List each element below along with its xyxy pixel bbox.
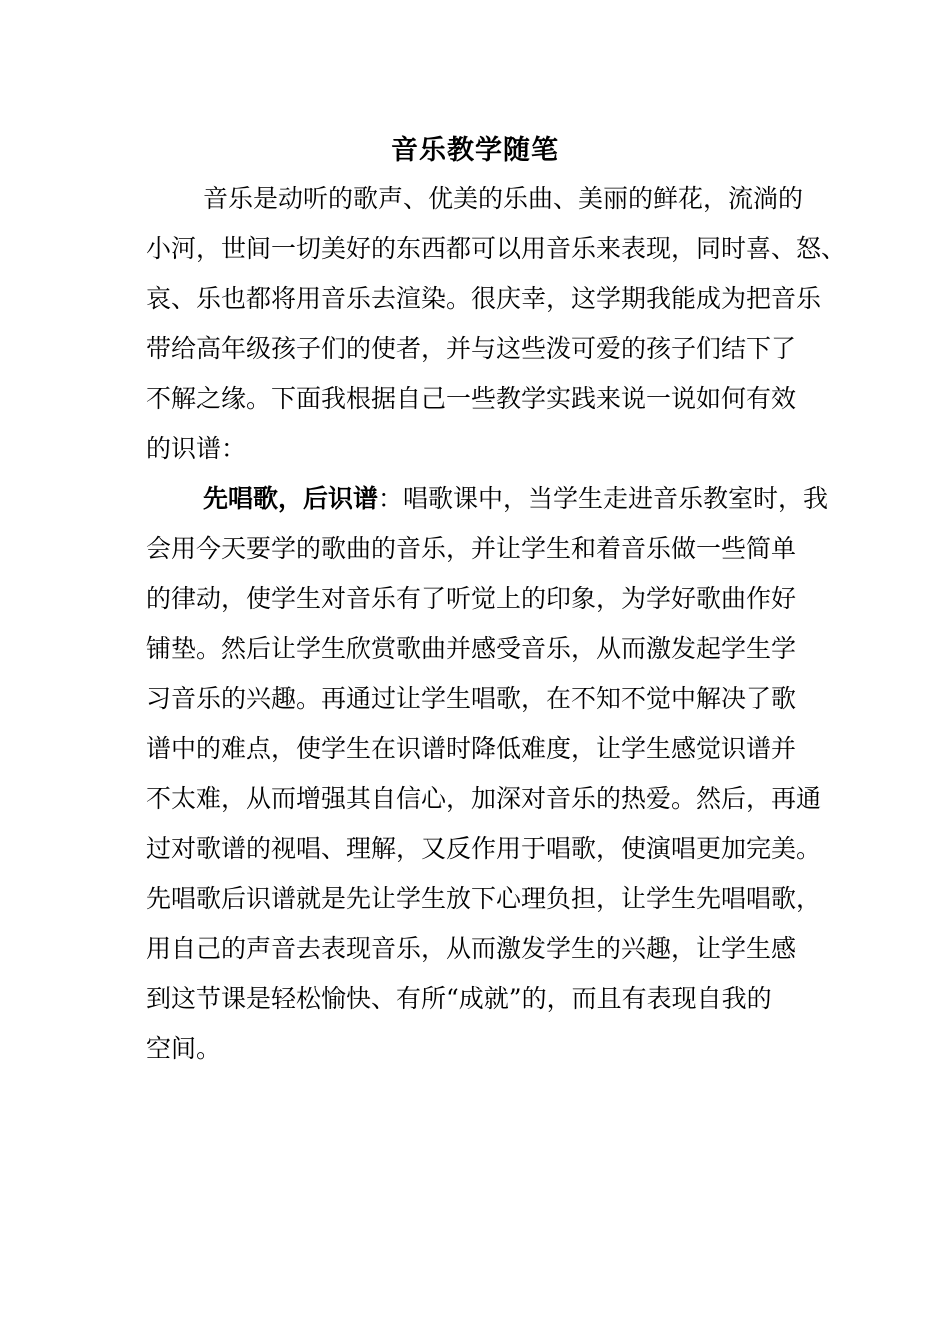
paragraph-line: 的律动，使学生对音乐有了听觉上的印象，为学好歌曲作好: [146, 584, 797, 613]
paragraph-line: 铺垫。然后让学生欣赏歌曲并感受音乐，从而激发起学生学: [146, 634, 797, 663]
paragraph-line: 小河，世间一切美好的东西都可以用音乐来表现，同时喜、怒、: [146, 234, 847, 263]
paragraph-line: 会用今天要学的歌曲的音乐，并让学生和着音乐做一些简单: [146, 534, 797, 563]
paragraph-first-line: [203, 482, 828, 516]
paragraph-line: 到这节课是轻松愉快、有所“成就”的，而且有表现自我的: [146, 984, 772, 1013]
paragraph-line: 用自己的声音去表现音乐，从而激发学生的兴趣，让学生感: [146, 934, 797, 963]
paragraph-line: 的识谱：: [146, 434, 247, 463]
paragraph-line: 哀、乐也都将用音乐去渲染。很庆幸，这学期我能成为把音乐: [146, 284, 822, 313]
paragraph-line: 谱中的难点，使学生在识谱时降低难度，让学生感觉识谱并: [146, 734, 797, 763]
paragraph-line: 过对歌谱的视唱、理解，又反作用于唱歌，使演唱更加完美。: [146, 834, 822, 863]
paragraph-line: 习音乐的兴趣。再通过让学生唱歌，在不知不觉中解决了歌: [146, 684, 797, 713]
paragraph-line: 先唱歌后识谱就是先让学生放下心理负担，让学生先唱唱歌，: [146, 884, 822, 913]
paragraph-first-line-text: ：唱歌课中，当学生走进音乐教室时，我: [378, 484, 829, 513]
paragraph-line: 不解之缘。下面我根据自己一些教学实践来说一说如何有效: [146, 384, 797, 413]
paragraph-line: 不太难，从而增强其自信心，加深对音乐的热爱。然后，再通: [146, 784, 822, 813]
paragraph-lead-heading: 先唱歌，后识谱: [203, 484, 379, 513]
paragraph-line: 空间。: [146, 1034, 222, 1063]
document-title: 音乐教学随笔: [391, 135, 559, 166]
paragraph-line: 带给高年级孩子们的使者，并与这些泼可爱的孩子们结下了: [146, 334, 797, 363]
paragraph-line: 音乐是动听的歌声、优美的乐曲、美丽的鲜花，流淌的: [203, 184, 804, 213]
